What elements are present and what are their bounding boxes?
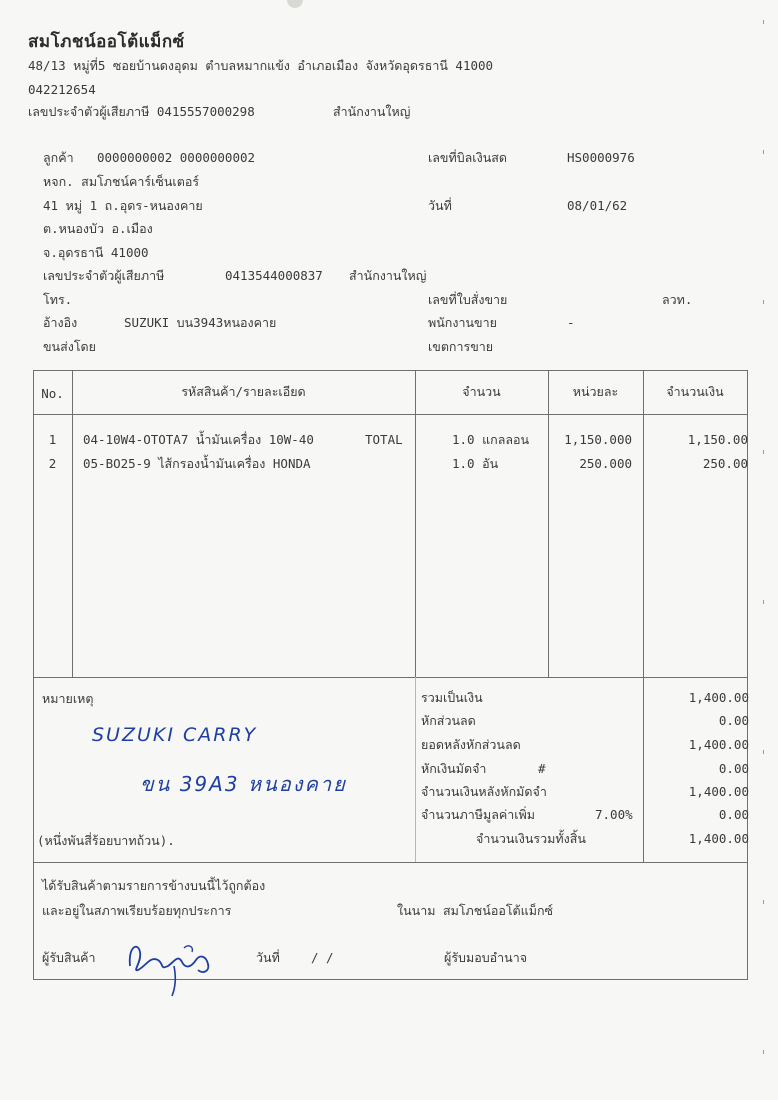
- customer-ship-label: ขนส่งโดย: [43, 339, 96, 354]
- col-divider-qty: [548, 370, 549, 677]
- total-vat-value: 0.00: [718, 807, 749, 822]
- totals-label-divider: [415, 677, 416, 862]
- header-no: No.: [41, 386, 64, 401]
- customer-address-1: 41 หมู่ 1 ถ.อุดร-หนองคาย: [43, 198, 203, 213]
- row-1-quantity: 1.0 แกลลอน: [452, 432, 530, 447]
- total-after-discount-label: ยอดหลังหักส่วนลด: [421, 737, 521, 752]
- customer-address-3: จ.อุดรธานี 41000: [43, 245, 149, 260]
- row-2-unit-price: 250.000: [579, 456, 632, 471]
- table-top-border: [33, 370, 748, 371]
- row-2-no: 2: [48, 456, 57, 471]
- customer-branch: สำนักงานใหญ่: [349, 268, 427, 283]
- receiver-label: ผู้รับสินค้า: [42, 950, 96, 965]
- salesperson-value: -: [567, 315, 575, 330]
- total-deposit-extra: #: [538, 761, 546, 776]
- total-discount-label: หักส่วนลด: [421, 713, 476, 728]
- hole-punch-mark: [287, 0, 303, 8]
- bill-no: HS0000976: [567, 150, 635, 165]
- row-1-unit-price: 1,150.000: [564, 432, 632, 447]
- col-divider-unit: [643, 370, 644, 677]
- bill-date-label: วันที่: [428, 198, 452, 213]
- row-1-amount: 1,150.00: [687, 432, 748, 447]
- customer-tax-label: เลขประจำตัวผู้เสียภาษี: [43, 268, 165, 283]
- company-address: 48/13 หมู่ที่5 ซอยบ้านดงอุดม ตำบลหมากแข้ง อำเภอเมือง จังหวัดอุดรธานี 41000: [28, 58, 494, 73]
- customer-code: 0000000002 0000000002: [97, 150, 256, 165]
- perforation-mark: [763, 600, 764, 604]
- row-2-description: 05-BO25-9 ไส้กรองน้ำมันเครื่อง HONDA: [83, 456, 311, 471]
- perforation-mark: [763, 450, 764, 454]
- header-description: รหัสสินค้า/รายละเอียด: [181, 384, 306, 399]
- table-bottom-border: [33, 677, 748, 678]
- perforation-mark: [763, 900, 764, 904]
- header-quantity: จำนวน: [462, 384, 501, 399]
- receiver-signature: [124, 936, 220, 1002]
- customer-address-2: ต.หนองบัว อ.เมือง: [43, 221, 153, 236]
- remarks-label: หมายเหตุ: [42, 691, 94, 706]
- handwritten-vehicle-model: SUZUKI CARRY: [92, 724, 258, 746]
- authorized-label: ผู้รับมอบอำนาจ: [444, 950, 528, 965]
- customer-ref-label: อ้างอิง: [43, 315, 78, 330]
- total-deposit-label: หักเงินมัดจำ: [421, 761, 487, 776]
- customer-name: หจก. สมโภชน์คาร์เซ็นเตอร์: [43, 174, 200, 189]
- col-divider-desc: [415, 370, 416, 677]
- customer-ref: SUZUKI บน3943หนองคาย: [124, 315, 277, 330]
- totals-bottom-border: [33, 862, 748, 863]
- company-branch: สำนักงานใหญ่: [333, 104, 411, 119]
- total-vat-label: จำนวนภาษีมูลค่าเพิ่ม: [421, 807, 535, 822]
- received-statement-2: และอยู่ในสภาพเรียบร้อยทุกประการ: [42, 903, 232, 918]
- perforation-mark: [763, 300, 764, 304]
- total-subtotal-value: 1,400.00: [688, 690, 749, 705]
- bill-date: 08/01/62: [567, 198, 628, 213]
- order-no-label: เลขที่ใบสั่งขาย: [428, 292, 508, 307]
- on-behalf-of: ในนาม สมโภชน์ออโต้แม็กซ์: [397, 903, 554, 918]
- grand-total-value: 1,400.00: [688, 831, 749, 846]
- total-discount-value: 0.00: [718, 713, 749, 728]
- total-after-deposit-label: จำนวนเงินหลังหักมัดจำ: [421, 784, 547, 799]
- total-vat-rate: 7.00%: [595, 807, 633, 822]
- received-statement-1: ได้รับสินค้าตามรายการข้างบนนี้ไว้ถูกต้อง: [42, 878, 266, 893]
- perforation-mark: [763, 1050, 764, 1054]
- table-header-bottom-border: [33, 414, 748, 415]
- amount-in-words: (หนึ่งพันสี่ร้อยบาทถ้วน).: [37, 833, 175, 848]
- receive-date-label: วันที่: [256, 950, 280, 965]
- perforation-mark: [763, 750, 764, 754]
- sales-area-label: เขตการขาย: [428, 339, 494, 354]
- header-unit-price: หน่วยละ: [572, 384, 619, 399]
- bill-no-label: เลขที่บิลเงินสด: [428, 150, 507, 165]
- total-deposit-value: 0.00: [718, 761, 749, 776]
- row-2-amount: 250.00: [702, 456, 748, 471]
- row-2-quantity: 1.0 อัน: [452, 456, 499, 471]
- header-amount: จำนวนเงิน: [666, 384, 724, 399]
- order-right-code: ลวท.: [662, 292, 693, 307]
- total-after-deposit-value: 1,400.00: [688, 784, 749, 799]
- row-1-description: 04-10W4-OTOTA7 น้ำมันเครื่อง 10W-40: [83, 432, 314, 447]
- total-after-discount-value: 1,400.00: [688, 737, 749, 752]
- row-1-brand: TOTAL: [365, 432, 403, 447]
- company-phone: 042212654: [28, 82, 96, 97]
- perforation-mark: [763, 20, 764, 24]
- customer-tax-id: 0413544000837: [225, 268, 323, 283]
- grand-total-label: จำนวนเงินรวมทั้งสิ้น: [476, 831, 586, 846]
- perforation-mark: [763, 150, 764, 154]
- receive-date-blank: / /: [311, 950, 334, 965]
- company-tax-id: เลขประจำตัวผู้เสียภาษี 0415557000298: [28, 104, 255, 119]
- handwritten-plate: ขน 39A3 หนองคาย: [140, 772, 347, 796]
- customer-label: ลูกค้า: [43, 150, 74, 165]
- company-name: สมโภชน์ออโต้แม็กซ์: [28, 32, 185, 52]
- salesperson-label: พนักงานขาย: [428, 315, 497, 330]
- customer-phone-label: โทร.: [43, 292, 73, 307]
- total-subtotal-label: รวมเป็นเงิน: [421, 690, 483, 705]
- row-1-no: 1: [48, 432, 57, 447]
- col-divider-no: [72, 370, 73, 677]
